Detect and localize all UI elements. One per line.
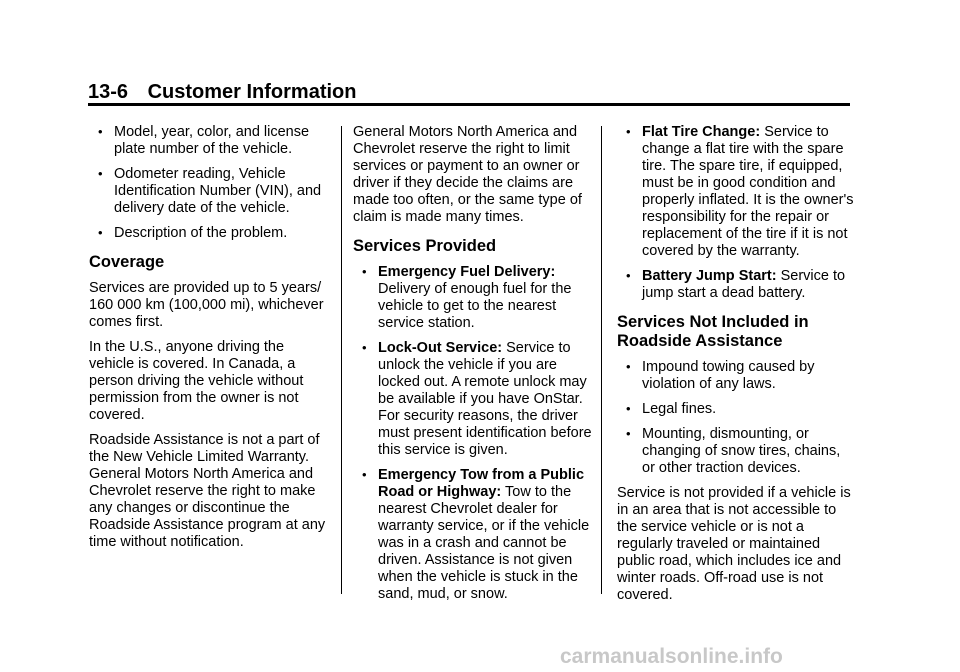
bullet-icon: • — [362, 340, 367, 355]
bullet-icon: • — [362, 467, 367, 482]
bullet-icon: • — [98, 225, 103, 240]
list-item — [617, 426, 857, 477]
list-item — [89, 166, 329, 217]
column-divider-2 — [601, 126, 602, 594]
list-item-text: Odometer reading, Vehicle Identification Number (VIN), and delivery date of the vehicle. — [114, 166, 322, 216]
term: Lock-Out Service: — [378, 340, 503, 356]
term: Flat Tire Change: — [642, 124, 761, 140]
list-item — [89, 225, 329, 242]
term-description: Tow to the nearest Chevrolet dealer for warranty service, or if the vehicle was in a crash and cannot be driven. Assistance is not given when the vehicle is stuck in the sand, mud, or snow. — [378, 484, 590, 602]
list-item — [617, 268, 857, 302]
bullet-icon: • — [98, 166, 103, 181]
column-3 — [617, 124, 857, 612]
list-item — [617, 124, 857, 260]
bullet-icon: • — [626, 401, 631, 416]
term: Emergency Tow from a Public Road or Highway: — [378, 467, 585, 500]
page-number: 13-6 — [88, 81, 129, 103]
list-item-text: Model, year, color, and license plate number of the vehicle. — [114, 124, 310, 157]
services-provided-heading: Services Provided — [353, 237, 497, 255]
bullet-icon: • — [626, 426, 631, 441]
paragraph: Service is not provided if a vehicle is in an area that is not accessible to the service vehicle or is not a regularly traveled or maintained public road, which includes ice and winter roads. Off-road use is not covered. — [617, 485, 851, 603]
list-item — [353, 467, 593, 603]
paragraph: Roadside Assistance is not a part of the New Vehicle Limited Warranty. General Motors North America and Chevrolet reserve the right to make any changes or discontinue the Roadside Assistance program at any time without notification. — [89, 432, 326, 550]
list-item — [617, 401, 857, 418]
header-rule — [88, 103, 850, 106]
bullet-icon: • — [626, 268, 631, 283]
list-item-text: Legal fines. — [642, 401, 717, 417]
section-title: Customer Information — [147, 81, 357, 103]
list-item-text: Impound towing caused by violation of any laws. — [642, 359, 815, 392]
term-description: Service to change a flat tire with the spare tire. The spare tire, if equipped, must be in good condition and properly inflated. It is the owner's responsibility for the repair or replacement of the tire if it is not covered by the warranty. — [642, 124, 854, 259]
not-included-heading: Services Not Included in Roadside Assistance — [617, 313, 809, 350]
bullet-icon: • — [362, 264, 367, 279]
term: Battery Jump Start: — [642, 268, 777, 284]
list-item-text: Description of the problem. — [114, 225, 288, 241]
bullet-icon: • — [626, 359, 631, 374]
paragraph: General Motors North America and Chevrolet reserve the right to limit services or payment to an owner or driver if they decide the claims are made too often, or the same type of claim is made many times. — [353, 124, 582, 225]
column-divider-1 — [341, 126, 342, 594]
list-item — [89, 124, 329, 158]
bullet-icon: • — [626, 124, 631, 139]
column-2 — [353, 124, 593, 611]
coverage-heading: Coverage — [89, 253, 165, 271]
paragraph: Services are provided up to 5 years/ 160 000 km (100,000 mi), whichever comes first. — [89, 280, 324, 330]
term-description: Delivery of enough fuel for the vehicle to get to the nearest service station. — [378, 281, 572, 331]
list-item — [617, 359, 857, 393]
page-header — [88, 80, 850, 104]
watermark: carmanualsonline.info — [560, 645, 783, 668]
term-description: Service to unlock the vehicle if you are locked out. A remote unlock may be available if you have OnStar. For security reasons, the driver must present identification before this service is given. — [378, 340, 592, 458]
column-1 — [89, 124, 329, 559]
term: Emergency Fuel Delivery: — [378, 264, 556, 280]
list-item-text: Mounting, dismounting, or changing of snow tires, chains, or other traction devices. — [642, 426, 841, 476]
list-item — [353, 340, 593, 459]
term-description: Service to jump start a dead battery. — [642, 268, 846, 301]
bullet-icon: • — [98, 124, 103, 139]
paragraph: In the U.S., anyone driving the vehicle is covered. In Canada, a person driving the vehicle without permission from the owner is not covered. — [89, 339, 304, 423]
list-item — [353, 264, 593, 332]
